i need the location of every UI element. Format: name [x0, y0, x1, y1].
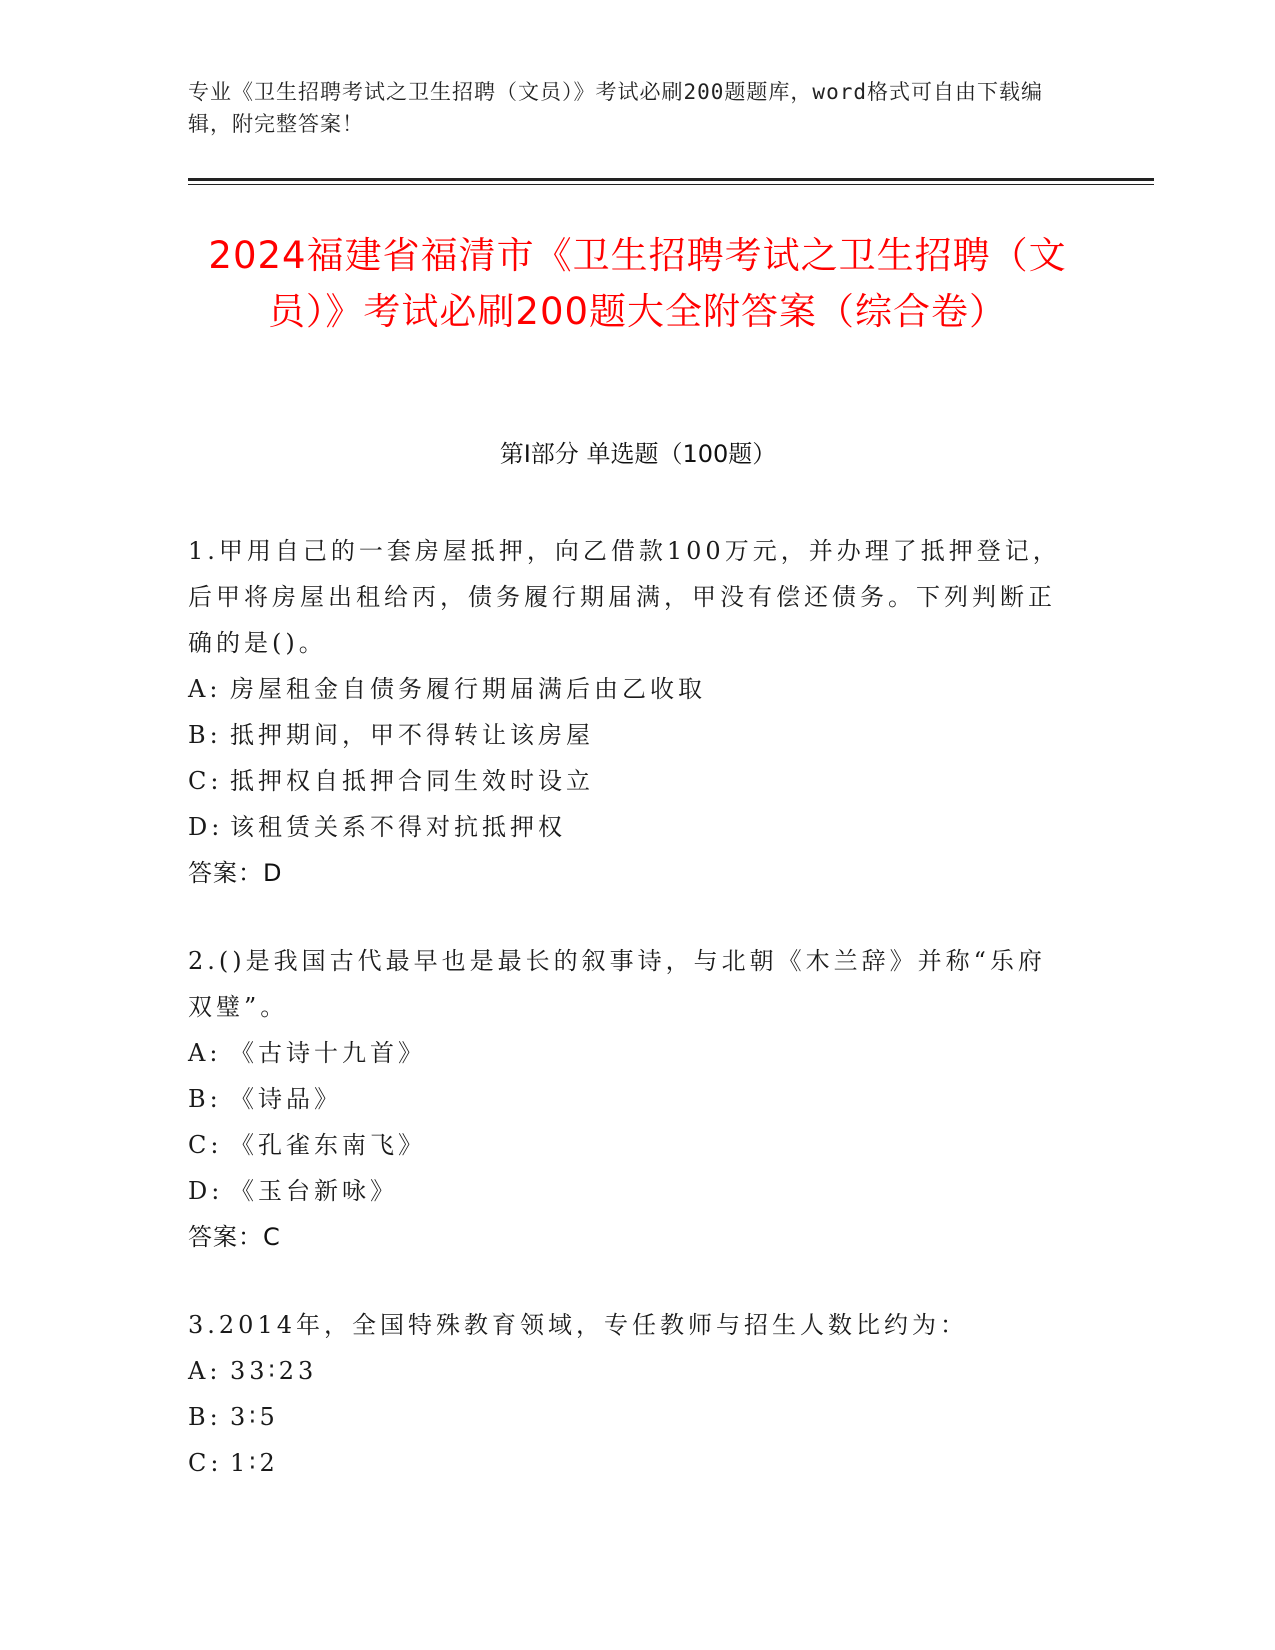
option-c — [188, 1440, 1068, 1486]
option-text: 该租赁关系不得对抗抵押权 — [230, 813, 566, 841]
answer-value: C — [263, 1223, 281, 1251]
option-label: C: — [188, 1449, 223, 1477]
question-text: 2.()是我国古代最早也是最长的叙事诗，与北朝《木兰辞》并称“乐府双璧”。 — [188, 947, 1046, 1021]
answer-prefix: 答案： — [188, 859, 263, 887]
option-c — [188, 758, 1068, 804]
option-label: B: — [188, 1085, 222, 1113]
option-label: B: — [188, 721, 222, 749]
option-c — [188, 1122, 1068, 1168]
option-b — [188, 712, 1068, 758]
option-b — [188, 1076, 1068, 1122]
option-text: 3∶5 — [230, 1403, 279, 1431]
answer-line — [188, 1214, 1068, 1260]
option-label: D: — [188, 813, 224, 841]
option-d — [188, 1168, 1068, 1214]
header-divider-thin — [188, 184, 1154, 185]
question-2 — [188, 938, 1068, 1260]
option-label: A: — [188, 675, 222, 703]
section-heading: 第Ⅰ部分 单选题（100题） — [499, 440, 777, 468]
option-text: 1∶2 — [230, 1449, 279, 1477]
header-note: 专业《卫生招聘考试之卫生招聘（文员）》考试必刷200题题库，word格式可自由下载编辑，附完整答案！ — [188, 80, 1043, 136]
option-text: 《诗品》 — [230, 1085, 342, 1113]
option-text: 《孔雀东南飞》 — [230, 1131, 426, 1159]
option-label: B: — [188, 1403, 222, 1431]
option-a — [188, 1348, 1068, 1394]
document-title: 2024福建省福清市《卫生招聘考试之卫生招聘（文员）》考试必刷200题大全附答案（综合卷） — [208, 234, 1067, 333]
question-list — [188, 528, 1068, 1528]
option-text: 《玉台新咏》 — [230, 1177, 398, 1205]
header-divider — [188, 178, 1154, 181]
option-d — [188, 804, 1068, 850]
option-label: A: — [188, 1039, 222, 1067]
question-text: 3.2014年，全国特殊教育领域，专任教师与招生人数比约为： — [188, 1311, 968, 1339]
question-1 — [188, 528, 1068, 896]
option-label: C: — [188, 767, 223, 795]
option-a — [188, 1030, 1068, 1076]
answer-prefix: 答案： — [188, 1223, 263, 1251]
option-text: 《古诗十九首》 — [230, 1039, 426, 1067]
option-text: 抵押期间，甲不得转让该房屋 — [230, 721, 594, 749]
answer-line — [188, 850, 1068, 896]
option-label: C: — [188, 1131, 223, 1159]
option-a — [188, 666, 1068, 712]
question-3 — [188, 1302, 1068, 1486]
option-label: D: — [188, 1177, 224, 1205]
option-text: 33∶23 — [230, 1357, 318, 1385]
option-text: 房屋租金自债务履行期届满后由乙收取 — [230, 675, 706, 703]
question-text: 1.甲用自己的一套房屋抵押，向乙借款100万元，并办理了抵押登记，后甲将房屋出租给丙，债务履行期届满，甲没有偿还债务。下列判断正确的是()。 — [188, 537, 1061, 657]
option-label: A: — [188, 1357, 222, 1385]
answer-value: D — [263, 859, 283, 887]
option-text: 抵押权自抵押合同生效时设立 — [230, 767, 594, 795]
option-b — [188, 1394, 1068, 1440]
